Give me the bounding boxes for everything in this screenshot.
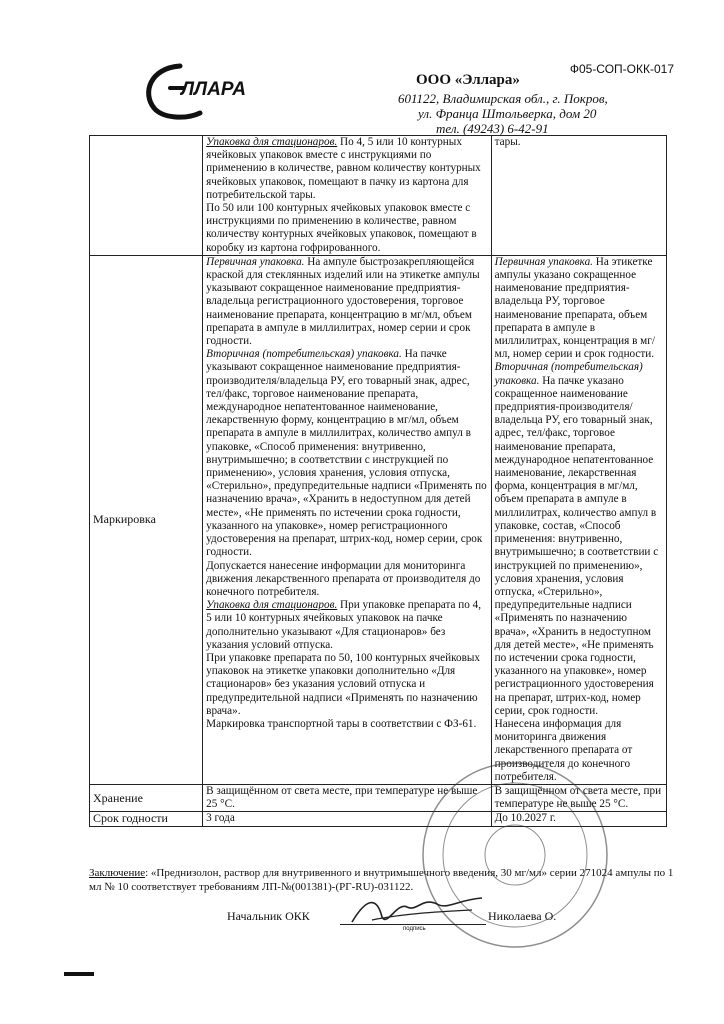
- signature-line: [340, 924, 486, 925]
- logo-text: ЛЛАРА: [181, 79, 247, 100]
- table-row-hospital-packaging: [90, 136, 667, 256]
- storage-actual: В защищённом от света месте, при температуре не выше 25 °С.: [491, 784, 666, 811]
- marking-hospital-text-2: При упаковке препарата по 50, 100 контурных ячейковых упаковок на этикетке упаковки дополнительно «Для стационаров» без указания условий отпуска и предупредительной надписи «Применять по назначению врача».: [206, 651, 480, 717]
- marking-monitoring-text: Допускается нанесение информации для мониторинга движения лекарственного препарата от производителя до конечного потребителя.: [206, 559, 481, 598]
- hospital-pack-text: По 4, 5 или 10 контурных ячейковых упаковок вместе с инструкциями по применению в количестве, равном количеству контурных ячейковых упаковок, помещают в пачку из картона для потребительской тары.: [206, 136, 481, 201]
- cell-marking-spec: [203, 255, 491, 784]
- cell-hospital-pack-spec: [203, 136, 491, 256]
- storage-label: Хранение: [90, 784, 203, 811]
- shelf-life-label: Срок годности: [90, 812, 203, 826]
- conclusion-text: : «Преднизолон, раствор для внутривенного и внутримышечного введения, 30 мг/мл» серии 271024 ампулы по 1 мл № 10 соответствует требованиям ЛП-№(001381)-(РГ-RU)-031122.: [89, 867, 674, 893]
- company-address-line-2: ул. Франца Штольверка, дом 20: [418, 106, 597, 121]
- marking-hospital-text: При упаковке препарата по 4, 5 или 10 контурных ячейковых упаковок на пачке дополнительно указывают «Для стационаров» без указания условий отпуска.: [206, 599, 482, 651]
- actual-secondary-title: Вторичная (потребительская) упаковка.: [494, 361, 643, 387]
- hospital-pack-paragraph: [206, 136, 487, 202]
- hospital-pack-actual-text: тары.: [494, 136, 521, 148]
- marking-secondary-paragraph: [206, 348, 487, 559]
- company-name: ООО «Эллара»: [416, 72, 520, 88]
- document-code: Ф05-СОП-ОКК-017: [569, 62, 674, 76]
- hospital-pack-text-2: По 50 или 100 контурных ячейковых упаковок вместе с инструкциями по применению в количестве, равном количеству контурных ячейковых упаковок, помещают в коробку из картона гофрированного.: [206, 202, 477, 254]
- marking-label: Маркировка: [90, 255, 203, 784]
- table-row-marking: [90, 255, 667, 784]
- shelf-life-spec: 3 года: [203, 812, 491, 826]
- hospital-pack-title: Упаковка для стационаров.: [206, 136, 338, 148]
- signatory-name: Николаева О.: [488, 909, 557, 923]
- cell-hospital-pack-actual: [491, 136, 666, 256]
- shelf-life-actual: До 10.2027 г.: [491, 812, 666, 826]
- marking-transport-text: Маркировка транспортной тары в соответствии с ФЗ-61.: [206, 717, 477, 730]
- storage-spec: В защищённом от света месте, при температуре не выше 25 °С.: [203, 784, 491, 811]
- actual-primary-paragraph: [495, 256, 663, 362]
- marking-secondary-title: Вторичная (потребительская) упаковка.: [206, 348, 402, 361]
- margin-mark: [64, 972, 94, 976]
- company-phone: тел. (49243) 6-42-91: [436, 121, 549, 136]
- actual-primary-text: На этикетке ампулы указано сокращенное наименование предприятия-владельца РУ, торговое наименование препарата, объем препарата в ампуле в миллилитрах, концентрация в мг/мл, номер серии и срок годности.: [494, 255, 655, 361]
- actual-monitoring-text: Нанесена информация для мониторинга движения лекарственного препарата от производителя до конечного потребителя.: [494, 717, 633, 783]
- marking-secondary-text: На пачке указывают сокращенное наименование предприятия-производителя/владельца РУ, его товарный знак, адрес, тел/факс, торговое наименование препарата, международное непатентованное наименование, лекарственную форму, концентрацию в мг/мл, объем препарата в ампуле в миллилитрах, количество ампул в упаковке, «Способ применения: внутривенно, внутримышечно; в соответствии с инструкцией по применению», условия хранения, условия отпуска, «Стерильно», предупредительные надписи «Применять по назначению врача», «Хранить в недоступном для детей месте», «Не применять по истечении срока годности, указанного на упаковке», номер регистрационного удостоверения на препарат, штрих-код, номер серии, срок годности.: [206, 348, 487, 559]
- specification-table: [89, 135, 667, 827]
- conclusion-label: Заключение: [89, 867, 146, 879]
- marking-hospital-paragraph: [206, 599, 487, 652]
- marking-primary-title: Первичная упаковка.: [206, 255, 305, 268]
- cell-empty-label: [90, 136, 203, 256]
- signature-caption: подпись: [403, 926, 426, 932]
- actual-primary-title: Первичная упаковка.: [494, 255, 593, 268]
- actual-secondary-paragraph: [495, 361, 663, 717]
- marking-hospital-title: Упаковка для стационаров.: [206, 599, 338, 612]
- marking-primary-text: На ампуле быстрозакрепляющейся краской для стеклянных изделий или на этикетке ампулы указывают сокращенное наименование предприятия-владельца регистрационного удостоверения, торговое наименование препарата, концентрацию в мг/мл, объем препарата в ампуле в миллилитрах, номер серии и срок годности.: [206, 255, 480, 348]
- marking-primary-paragraph: [206, 256, 487, 348]
- cell-marking-actual: [491, 255, 666, 784]
- actual-secondary-text: На пачке указано сокращенное наименование предприятия-производителя/владельца РУ, его товарный знак, адрес, тел/факс, торговое наименование препарата, международное непатентованное наименование, лекарственная форма, концентрация в мг/мл, объем препарата в ампуле в миллилитрах, количество ампул в упаковке, состав, «Способ применения: внутривенно, внутримышечно; в соответствии с инструкцией по применению», условия хранения, условия отпуска, «Стерильно», предупредительные надписи «Применять по назначению врача», «Хранить в недоступном для детей месте», «Не применять по истечении срока годности, указанного на упаковке», номер регистрационного удостоверения на препарат, штрих-код, номер серии, срок годности.: [494, 374, 659, 717]
- signatory-title: Начальник ОКК: [227, 909, 310, 923]
- company-address-line-1: 601122, Владимирская обл., г. Покров,: [398, 91, 608, 106]
